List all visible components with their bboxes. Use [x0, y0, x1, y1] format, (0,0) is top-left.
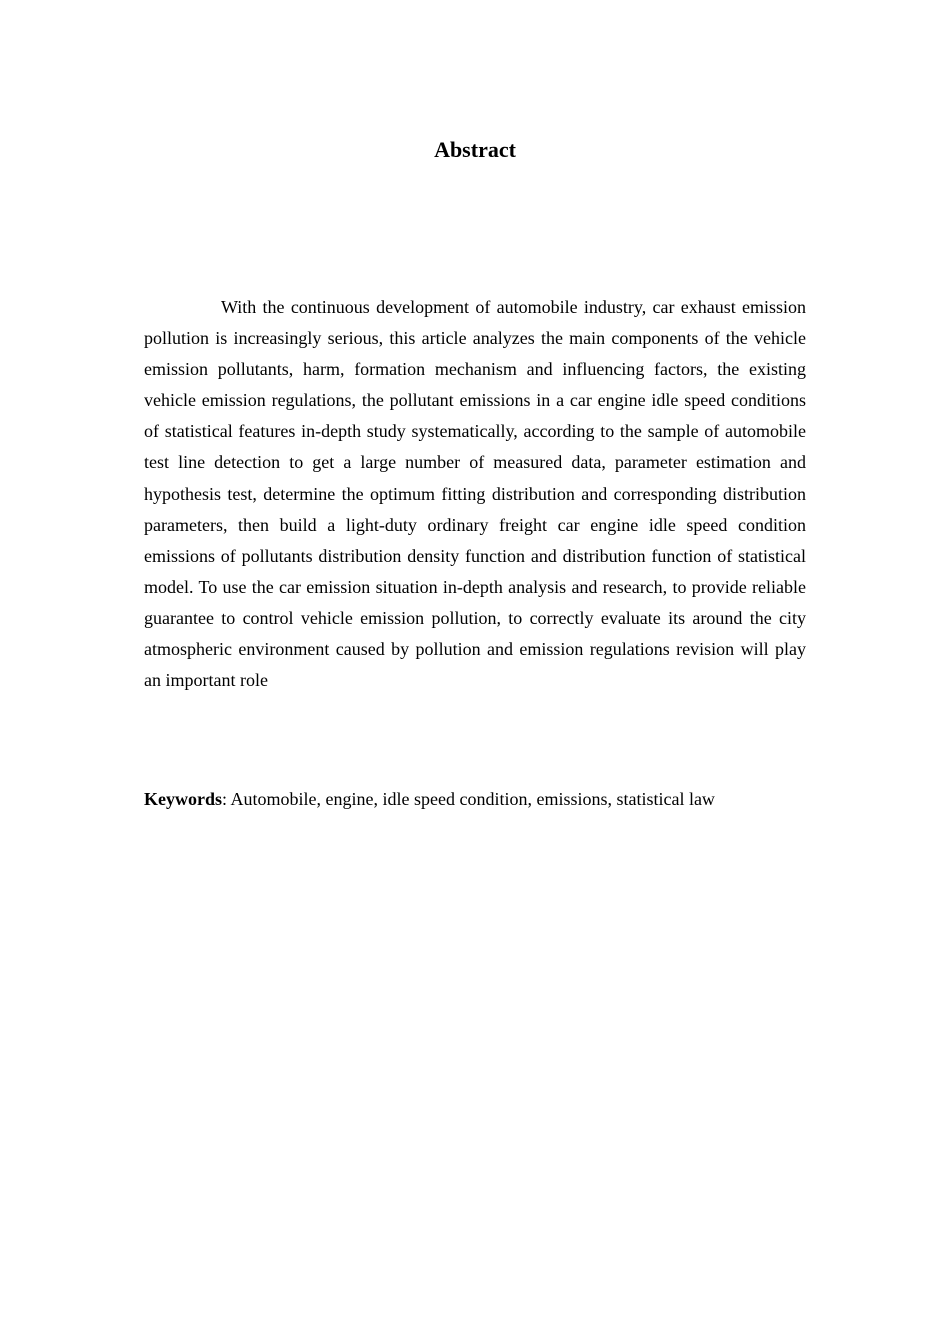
page-title: Abstract: [434, 137, 516, 162]
keywords-label: Keywords: [144, 789, 222, 809]
abstract-paragraph: With the continuous development of automobile industry, car exhaust emission pollution is increasingly serious, this article analyzes the main components of the vehicle emission pollutants, harm, formation mechanism and influencing factors, the existing vehicle emission regulations, the pollutant emissions in a car engine idle speed conditions of statistical features in-depth study systematically, according to the sample of automobile test line detection to get a large number of measured data, parameter estimation and hypothesis test, determine the optimum fitting distribution and corresponding distribution parameters, then build a light-duty ordinary freight car engine idle speed condition emissions of pollutants distribution density function and distribution function of statistical model. To use the car emission situation in-depth analysis and research, to provide reliable guarantee to control vehicle emission pollution, to correctly evaluate its around the city atmospheric environment caused by pollution and emission regulations revision will play an important role: [144, 297, 806, 691]
keywords-line: [144, 784, 806, 815]
keywords-text: Automobile, engine, idle speed condition, emissions, statistical law: [230, 789, 715, 809]
keywords-separator: :: [222, 789, 231, 809]
